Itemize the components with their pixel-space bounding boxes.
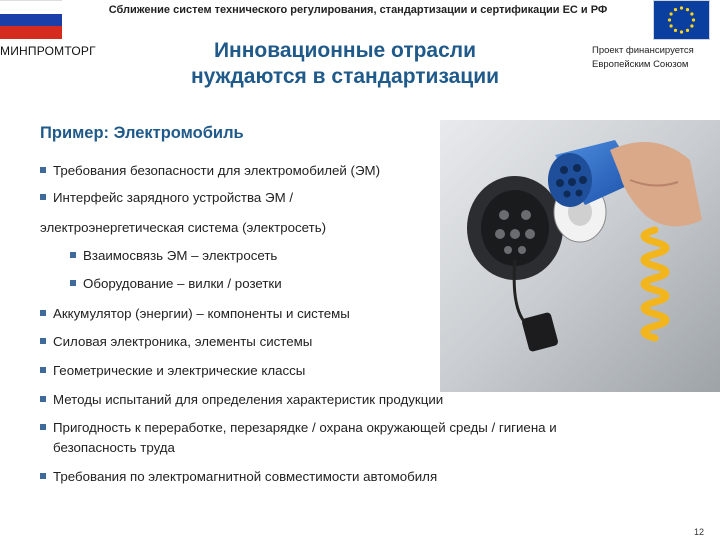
bullet-item: Пригодность к переработке, перезарядке / охрана окружающей среды / гигиена и — [40, 420, 557, 435]
eu-flag-icon — [653, 0, 710, 40]
bullet-item: Методы испытаний для определения характеристик продукции — [40, 392, 443, 407]
bullet-item: Силовая электроника, элементы системы — [40, 334, 312, 349]
header-top-line: Сближение систем технического регулирования, стандартизации и сертификации ЕС и РФ — [108, 4, 608, 16]
bullet-continuation: электроэнергетическая система (электросеть) — [40, 220, 327, 235]
sub-bullet-item: Взаимосвязь ЭМ – электросеть — [70, 248, 277, 263]
bullet-item: Аккумулятор (энергии) – компоненты и системы — [40, 306, 350, 321]
bullet-item: Требования безопасности для электромобилей (ЭМ) — [40, 163, 380, 178]
russia-flag-icon — [0, 0, 62, 38]
funding-line-1: Проект финансируется — [592, 45, 694, 56]
bullet-marker-icon — [40, 367, 46, 373]
page-number: 12 — [693, 527, 704, 537]
bullet-marker-icon — [40, 167, 46, 173]
funding-line-2: Европейским Союзом — [592, 59, 689, 70]
bullet-item: Требования по электромагнитной совместимости автомобиля — [40, 469, 437, 484]
title-line-2: нуждаются в стандартизации — [190, 65, 500, 88]
bullet-continuation: безопасность труда — [53, 440, 175, 455]
ministry-label: МИНПРОМТОРГ — [0, 44, 96, 58]
bullet-item: Геометрические и электрические классы — [40, 363, 305, 378]
section-subtitle: Пример: Электромобиль — [40, 124, 244, 142]
bullet-marker-icon — [40, 473, 46, 479]
bullet-marker-icon — [40, 338, 46, 344]
bullet-item: Интерфейс зарядного устройства ЭМ / — [40, 190, 293, 205]
bullet-marker-icon — [70, 252, 76, 258]
bullet-marker-icon — [40, 194, 46, 200]
sub-bullet-item: Оборудование – вилки / розетки — [70, 276, 282, 291]
bullet-marker-icon — [70, 280, 76, 286]
page-title — [190, 38, 500, 90]
ev-charging-plug-photo — [440, 120, 720, 392]
title-line-1: Инновационные отрасли — [213, 39, 477, 62]
bullet-marker-icon — [40, 310, 46, 316]
bullet-marker-icon — [40, 424, 46, 430]
bullet-marker-icon — [40, 396, 46, 402]
funding-note — [592, 44, 720, 72]
